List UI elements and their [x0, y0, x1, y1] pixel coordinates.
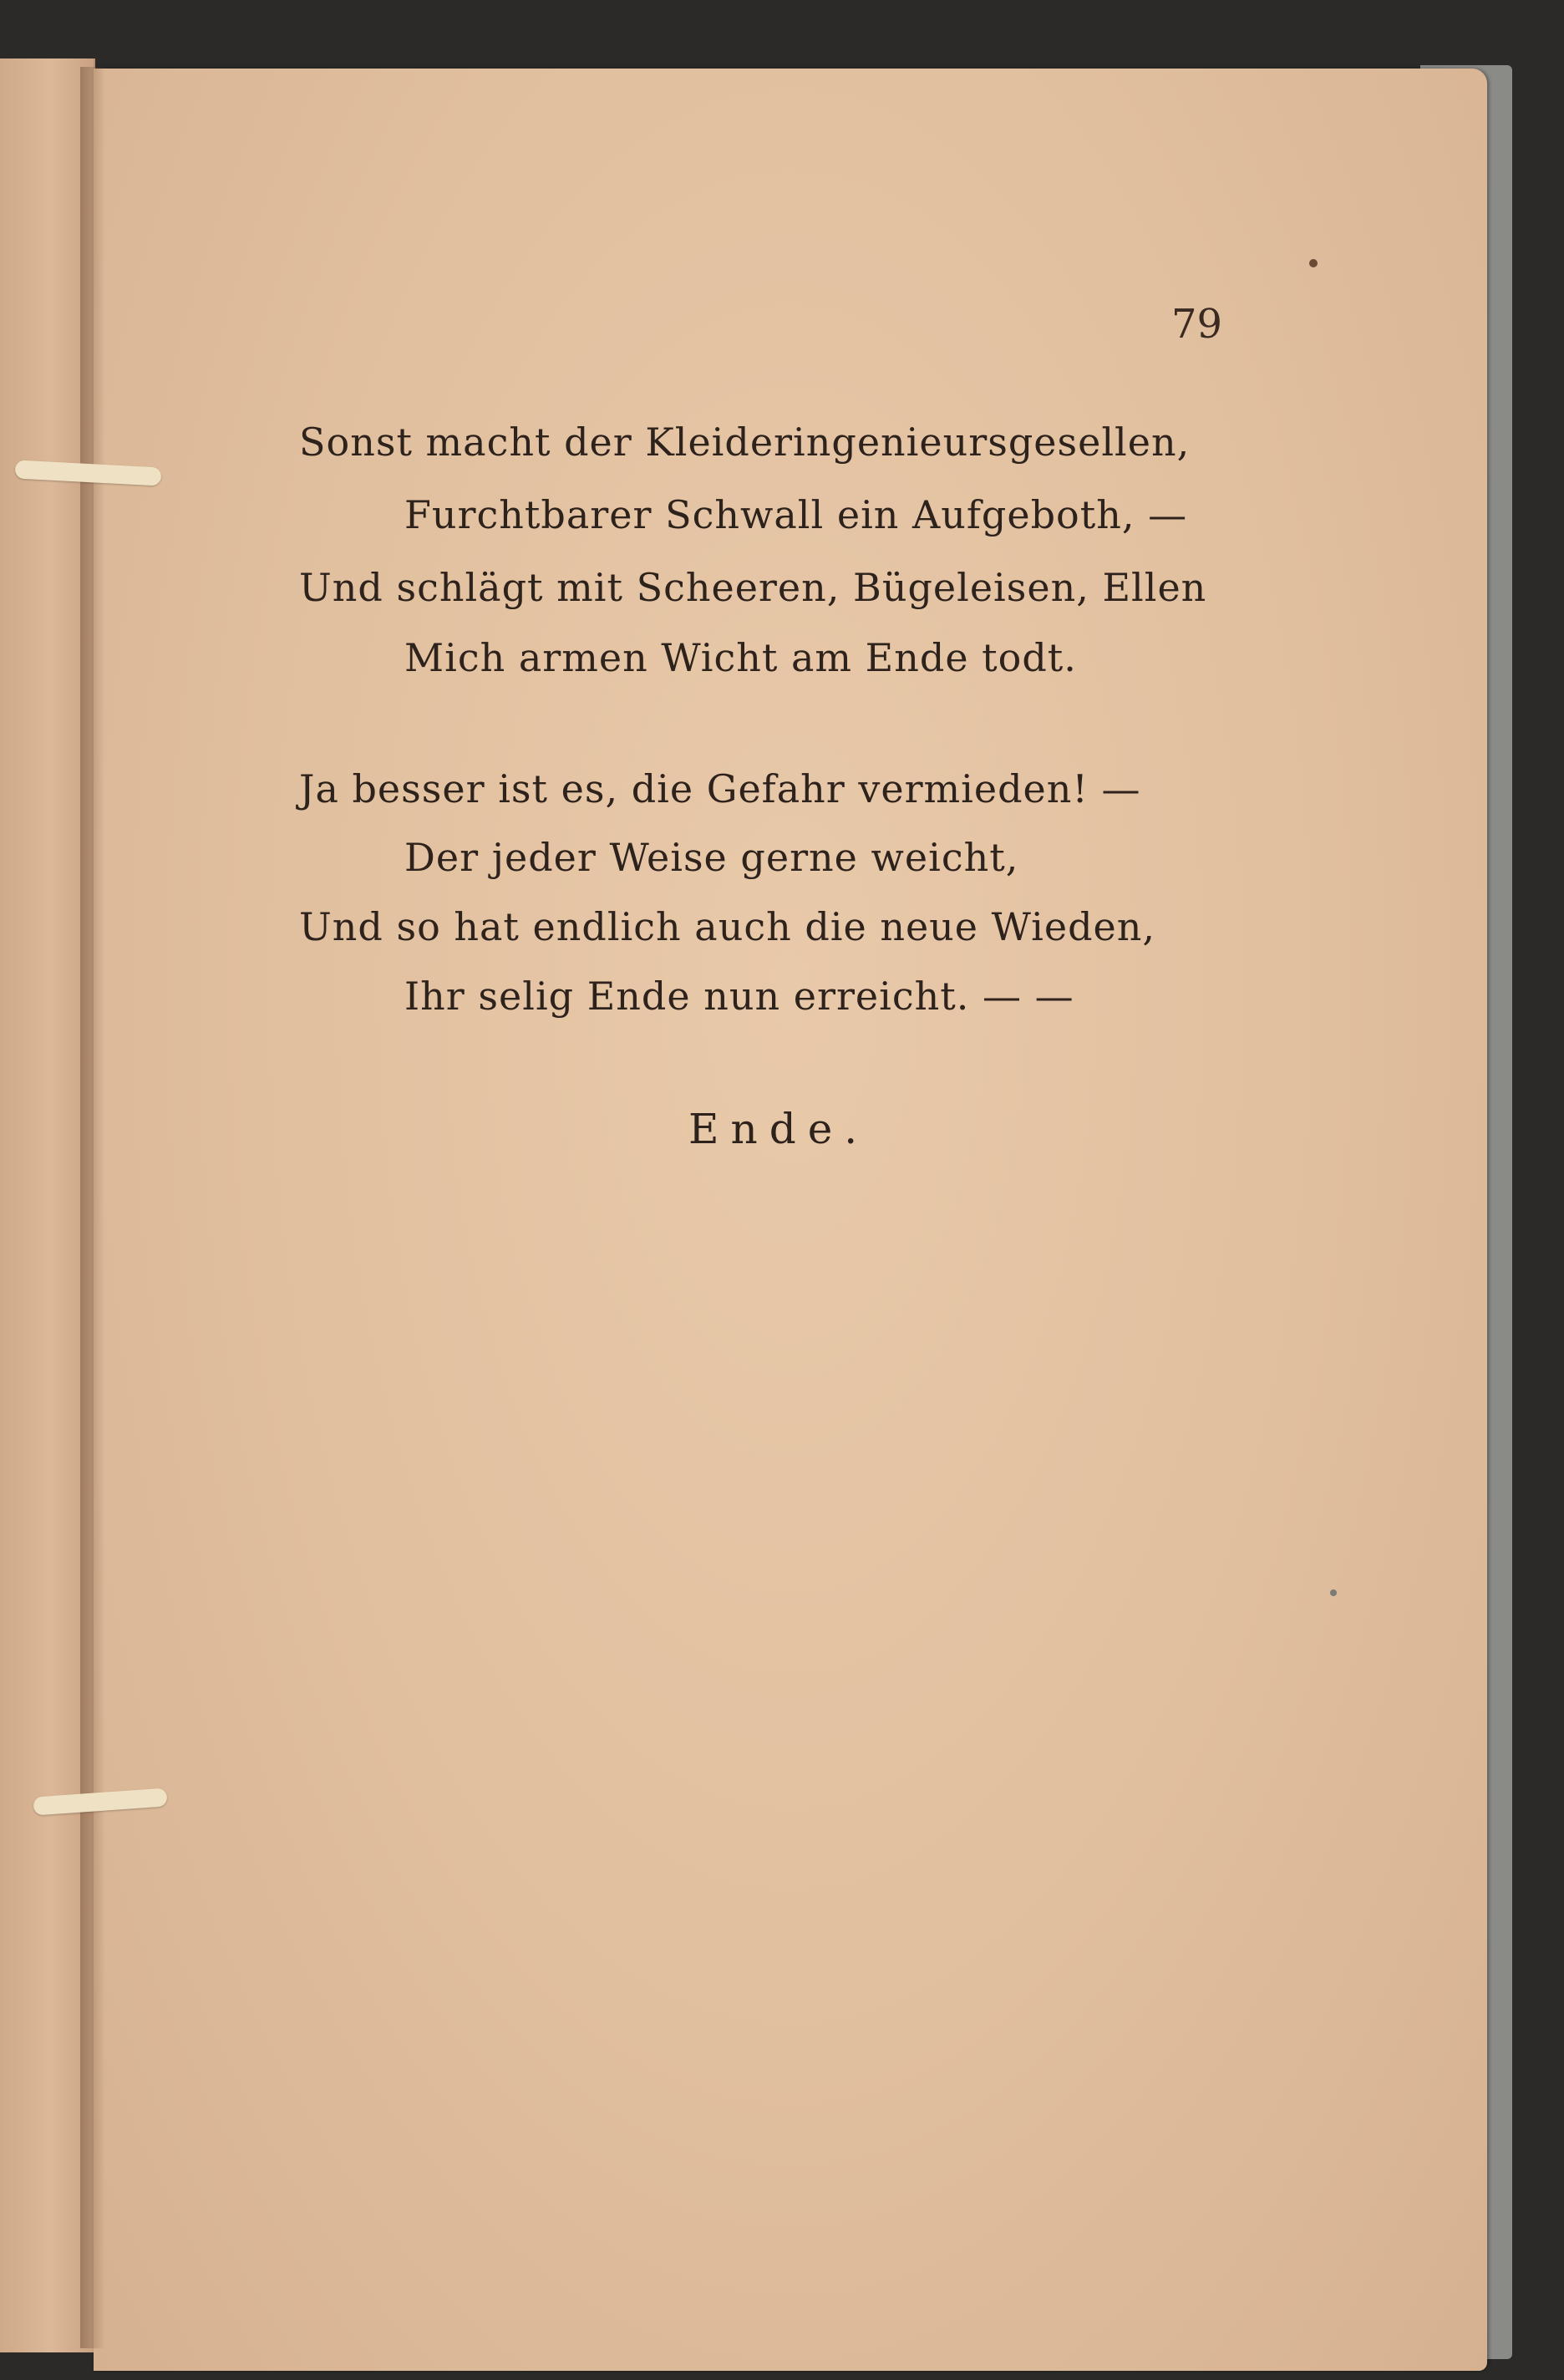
verse-line: Der jeder Weise gerne weicht, [404, 835, 1019, 880]
verse-line: Ja besser ist es, die Gefahr vermieden! — [299, 766, 1141, 811]
verse-line: Ihr selig Ende nun erreicht. — — [404, 974, 1074, 1019]
verse-line: Mich armen Wicht am Ende todt. [404, 635, 1077, 680]
book-page [94, 69, 1487, 2371]
verse-line: Und so hat endlich auch die neue Wieden, [299, 904, 1155, 949]
verse-line: Furchtbarer Schwall ein Aufgeboth, — [404, 492, 1188, 537]
paper-speck [1330, 1589, 1337, 1596]
page-number: 79 [1171, 301, 1223, 348]
verse-line: Und schlägt mit Scheeren, Bügeleisen, Ellen [299, 565, 1207, 610]
verse-line: Sonst macht der Kleideringenieursgesellen, [299, 420, 1191, 465]
closing-word: Ende. [688, 1105, 870, 1153]
paper-speck [1309, 259, 1318, 267]
spine-shadow [80, 67, 105, 2348]
